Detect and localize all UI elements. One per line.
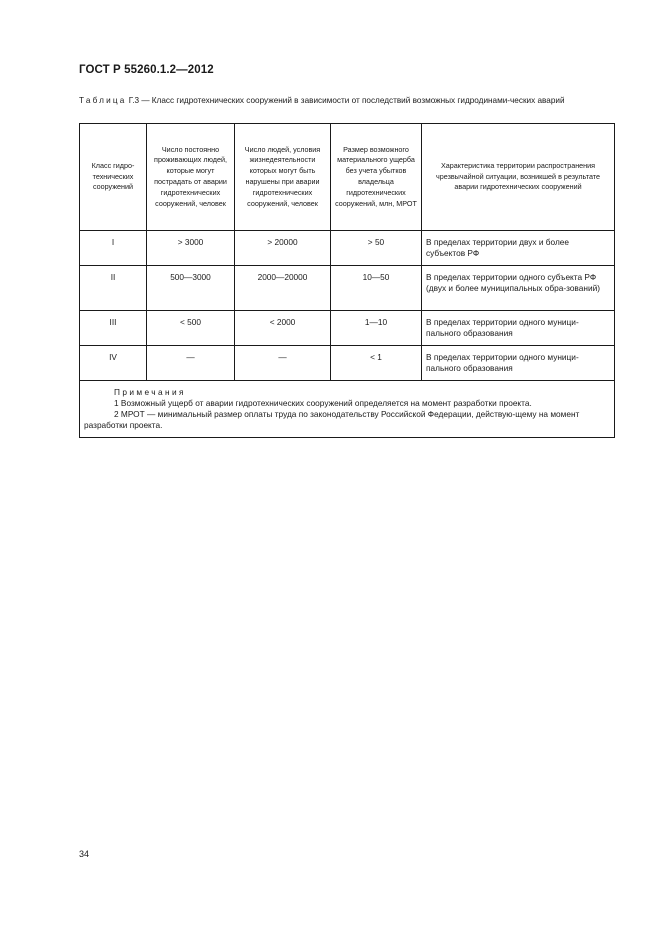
cell-damage: > 50 xyxy=(331,231,422,266)
table-row xyxy=(80,266,615,311)
cell-residents: < 500 xyxy=(147,311,235,346)
header-territory: Характеристика территории распространения чрезвычайной ситуации, возникшей в результате аварии гидротехнических сооружений xyxy=(422,124,615,231)
table-notes xyxy=(80,381,615,438)
cell-residents: — xyxy=(147,346,235,381)
cell-territory: В пределах территории одного субъекта РФ (двух и более муниципальных обра-зований) xyxy=(422,266,615,311)
cell-residents: > 3000 xyxy=(147,231,235,266)
cell-damage: < 1 xyxy=(331,346,422,381)
header-residents: Число постоянно проживающих людей, которые могут пострадать от аварии гидротехнических сооружений, человек xyxy=(147,124,235,231)
cell-territory: В пределах территории одного муници-пального образования xyxy=(422,311,615,346)
table-caption-text: Г.3 — Класс гидротехнических сооружений в зависимости от последствий возможных гидродинами-ческих аварий xyxy=(126,96,565,105)
notes-title: Примечания xyxy=(114,387,186,397)
notes-row xyxy=(80,381,615,438)
cell-class: IV xyxy=(80,346,147,381)
cell-affected: > 20000 xyxy=(235,231,331,266)
cell-affected: < 2000 xyxy=(235,311,331,346)
note-item: 1 Возможный ущерб от аварии гидротехнических сооружений определяется на момент разработки проекта. xyxy=(114,398,532,408)
cell-residents: 500—3000 xyxy=(147,266,235,311)
table-caption xyxy=(79,95,614,107)
table-row xyxy=(80,346,615,381)
hydro-structure-class-table xyxy=(79,123,615,438)
table-row xyxy=(80,311,615,346)
cell-affected: 2000—20000 xyxy=(235,266,331,311)
cell-territory: В пределах территории двух и более субъектов РФ xyxy=(422,231,615,266)
page-number: 34 xyxy=(79,849,90,859)
document-standard-header: ГОСТ Р 55260.1.2—2012 xyxy=(79,64,214,76)
cell-class: II xyxy=(80,266,147,311)
cell-damage: 10—50 xyxy=(331,266,422,311)
table-header-row xyxy=(80,124,615,231)
cell-territory: В пределах территории одного муници-пального образования xyxy=(422,346,615,381)
table-caption-prefix: Таблица xyxy=(79,96,127,105)
cell-damage: 1—10 xyxy=(331,311,422,346)
cell-class: III xyxy=(80,311,147,346)
header-class: Класс гидро-технических сооружений xyxy=(80,124,147,231)
header-material-damage: Размер возможного материального ущерба без учета убытков владельца гидротехнических сооружений, млн, МРОТ xyxy=(331,124,422,231)
table-row xyxy=(80,231,615,266)
cell-affected: — xyxy=(235,346,331,381)
note-item: 2 МРОТ — минимальный размер оплаты труда по законодательству Российской Федерации, действую-щему на момент разработки проекта. xyxy=(84,409,580,430)
header-affected-people: Число людей, условия жизнедеятельности которых могут быть нарушены при аварии гидротехнических сооружений, человек xyxy=(235,124,331,231)
cell-class: I xyxy=(80,231,147,266)
